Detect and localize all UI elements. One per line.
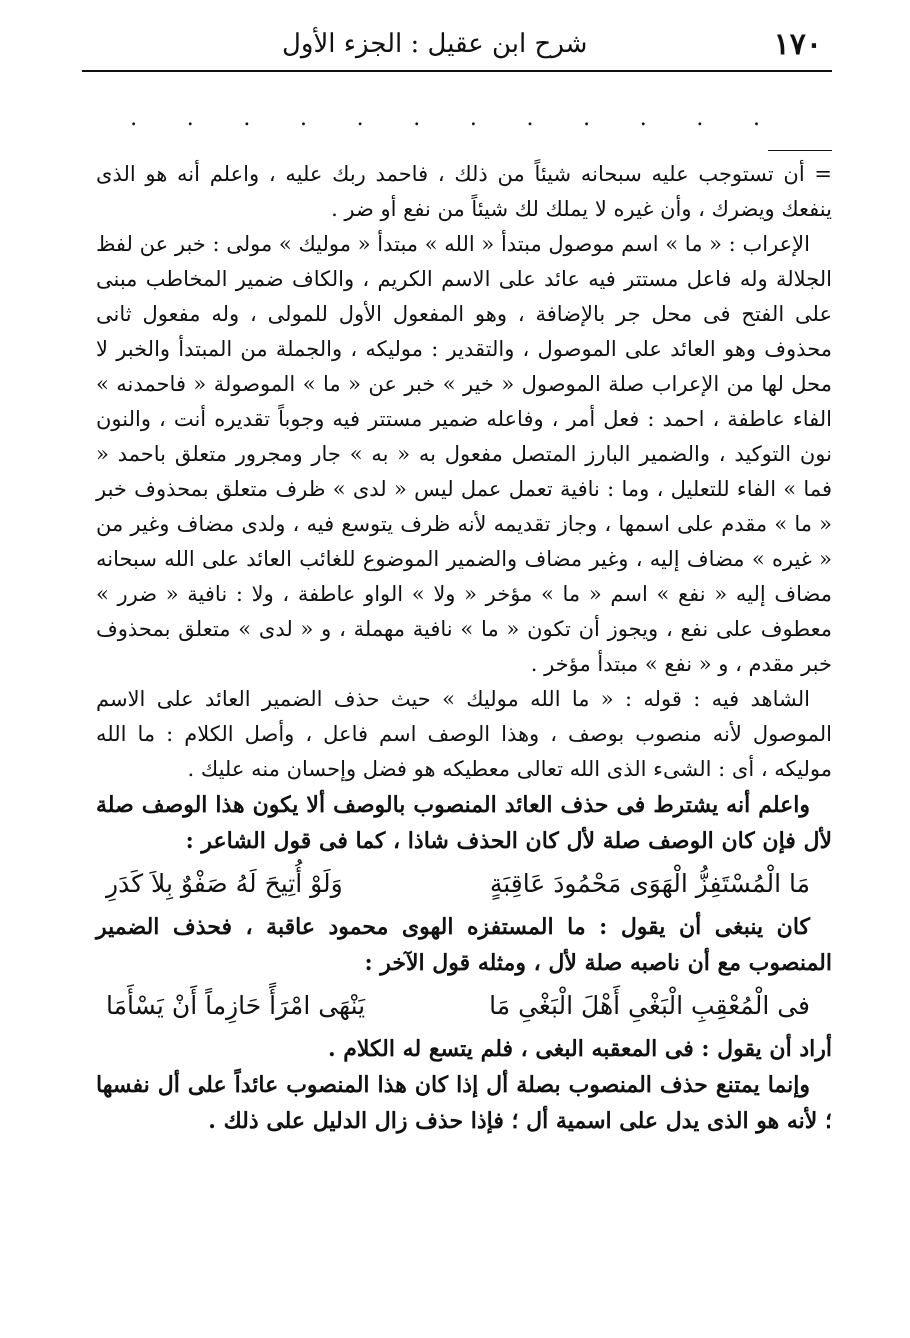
page-header [82,18,832,72]
poetry-verse [96,983,832,1029]
dot: . [243,106,251,131]
page-number: ١٧٠ [773,26,822,62]
dot: . [526,106,534,131]
footnote-shahid: الشاهد فيه : قوله : « ما الله موليك » حيث حذف الضمير العائد على الاسم الموصول لأنه منصوب بوصف ، وهذا الوصف اسم فاعل ، وأصل الكلام : ما الله موليكه ، أى : الشىء الذى الله تعالى معطيكه هو فضل وإحسان منه عليك . [96,687,832,781]
dot: . [639,106,647,131]
dot: . [413,106,421,131]
dot: . [583,106,591,131]
main-paragraph: كان ينبغى أن يقول : ما المستفزه الهوى محمود عاقبة ، فحذف الضمير المنصوب مع أن ناصبه صلة لأل ، ومثله قول الآخر : [96,914,832,976]
main-paragraph: أراد أن يقول : فى المعقبه البغى ، فلم يتسع له الكلام . [327,1036,832,1062]
poetry-verse [96,861,832,907]
running-title: شرح ابن عقيل : الجزء الأول [282,29,588,59]
page-content [96,150,832,1139]
verse-hemistich: مَا الْمُسْتَفِزُّ الْهَوَى مَحْمُودَ عَاقِبَةٍ [489,869,810,898]
verse-hemistich: وَلَوْ أُتِيحَ لَهُ صَفْوٌ بِلاَ كَدَرِ [106,869,343,898]
verse-hemistich: يَنْهَى امْرَأً حَازِماً أَنْ يَسْأَمَا [106,991,366,1020]
footnote-continuation: = أن تستوجب عليه سبحانه شيئاً من ذلك ، فاحمد ربك عليه ، واعلم أنه هو الذى ينفعك ويضرك ، وأن غيره لا يملك لك شيئاً من نفع أو ضر . [96,162,832,221]
footnote-irab: الإعراب : « ما » اسم موصول مبتدأ « الله » مبتدأ « موليك » مولى : خبر عن لفظ الجلالة وله فاعل مستتر فيه عائد على الاسم الكريم ، والكاف ضمير المخاطب مبنى على الفتح فى محل جر بالإضافة ، وهو المفعول الأول للمولى ، وله مفعول ثانى محذوف وهو العائد على الموصول ، والتقدير : موليكه ، والجملة من المبتدأ والخبر لا محل لها من الإعراب صلة الموصول « خير » خبر عن « ما » الموصولة « فاحمدنه » الفاء عاطفة ، احمد : فعل أمر ، وفاعله ضمير مستتر فيه وجوباً تقديره أنت ، والنون نون التوكيد ، والضمير البارز المتصل مفعول به « به » جار ومجرور متعلق باحمد « فما » الفاء للتعليل ، وما : نافية تعمل عمل ليس « لدى » ظرف متعلق بمحذوف خبر « ما » مقدم على اسمها ، وجاز تقديمه لأنه ظرف يتوسع فيه ، ولدى مضاف وغير من « غيره » مضاف إليه ، وغير مضاف والضمير الموضوع للغائب العائد على الله سبحانه مضاف إليه « نفع » اسم « ما » مؤخر « ولا » الواو عاطفة ، ولا : نافية « ضرر » معطوف على نفع ، ويجوز أن تكون « ما » نافية مهملة ، و « لدى » متعلق بمحذوف خبر مقدم ، و « نفع » مبتدأ مؤخر . [96,232,832,676]
separator-dots [130,108,760,130]
dot: . [300,106,307,131]
footnote-rule [768,150,832,151]
dot: . [356,106,364,131]
main-paragraph: وإنما يمتنع حذف المنصوب بصلة أل إذا كان هذا المنصوب عائداً على أل نفسها ؛ لأنه هو الذى يدل على اسمية أل ؛ فإذا حذف زال الدليل على ذلك . [96,1072,832,1134]
main-paragraph: واعلم أنه يشترط فى حذف العائد المنصوب بالوصف ألا يكون هذا الوصف صلة لأل فإن كان الوصف صلة لأل كان الحذف شاذا ، كما فى قول الشاعر : [96,792,832,854]
dot: . [753,106,760,131]
dot: . [130,106,138,131]
dot: . [186,106,194,131]
dot: . [696,106,704,131]
dot: . [469,106,477,131]
verse-hemistich: فى الْمُعْقِبِ الْبَغْىِ أَهْلَ الْبَغْىِ مَا [489,991,810,1020]
